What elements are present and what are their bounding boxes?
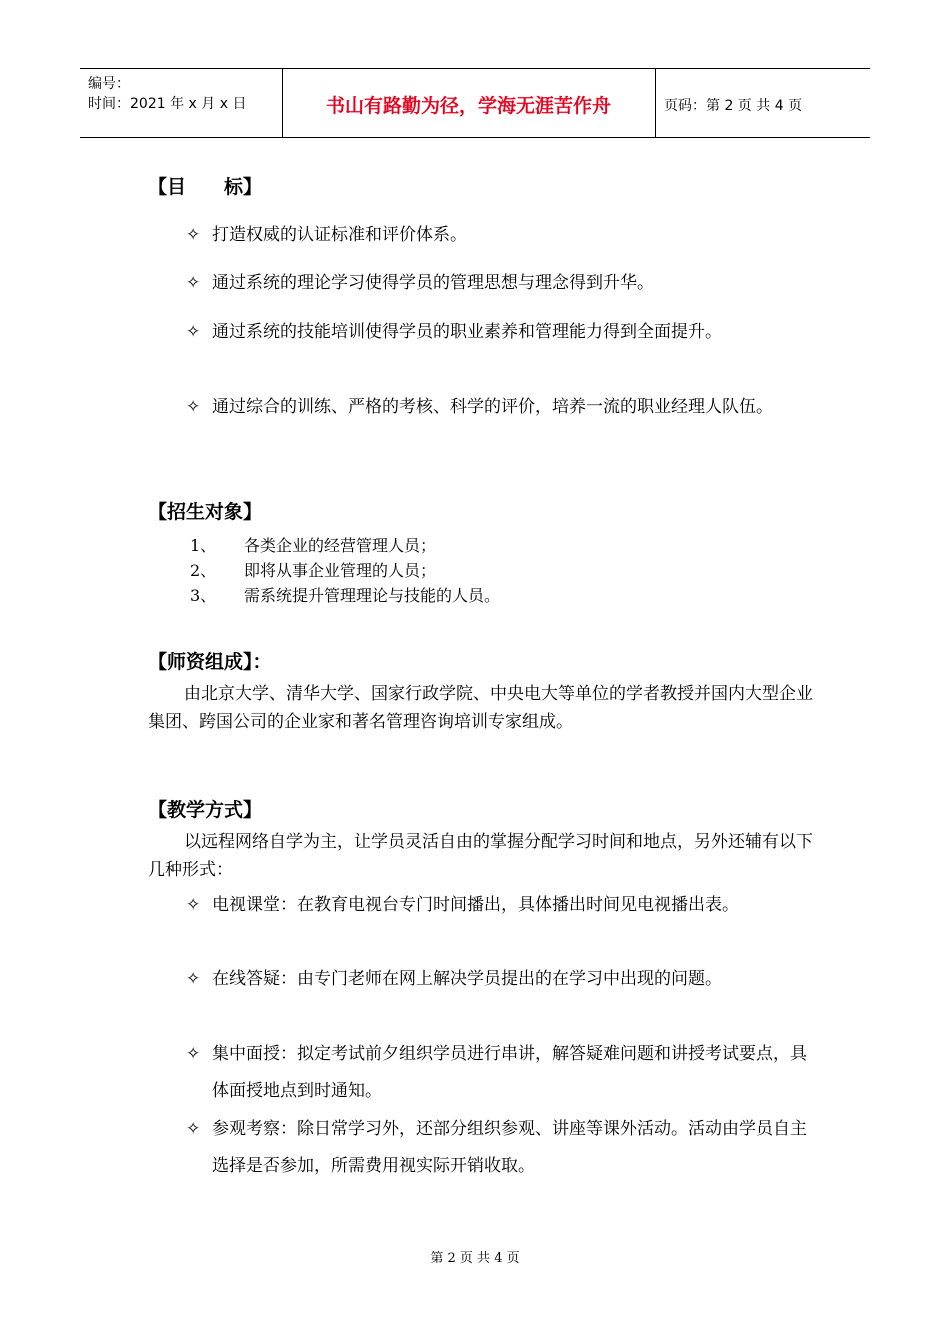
teaching-item-text: 集中面授：拟定考试前夕组织学员进行串讲，解答疑难问题和讲授考试要点，具体面授地点到时通知。	[212, 1044, 807, 1101]
diamond-bullet-icon: ✧	[186, 225, 201, 245]
enrollment-item-number: 1、	[190, 536, 217, 555]
teaching-item	[186, 1111, 816, 1185]
goal-item	[186, 217, 816, 254]
goal-heading: 【目 标】	[148, 176, 263, 198]
page-footer: 第 2 页 共 4 页	[430, 1251, 520, 1266]
header-motto: 书山有路勤为径，学海无涯苦作舟	[325, 95, 611, 117]
enrollment-heading: 【招生对象】	[148, 501, 263, 523]
diamond-bullet-icon: ✧	[186, 397, 201, 417]
teaching-item	[186, 961, 816, 998]
teaching-item	[186, 887, 816, 924]
enrollment-item	[190, 532, 436, 560]
diamond-bullet-icon: ✧	[186, 1044, 201, 1064]
page-header-table	[80, 68, 870, 138]
enrollment-item-text: 各类企业的经营管理人员；	[244, 536, 437, 555]
faculty-body-text: 由北京大学、清华大学、国家行政学院、中央电大等单位的学者教授并国内大型企业集团、跨国公司的企业家和著名管理咨询培训专家组成。	[148, 684, 813, 732]
header-motto-cell	[282, 69, 656, 137]
enrollment-item-text: 即将从事企业管理的人员；	[244, 561, 437, 580]
teaching-item	[186, 1036, 816, 1110]
diamond-bullet-icon: ✧	[186, 895, 201, 915]
header-page-label: 页码：第 2 页 共 4 页	[664, 98, 803, 114]
goal-item	[186, 389, 816, 426]
faculty-heading: 【师资组成】：	[148, 651, 272, 673]
goal-item	[186, 314, 816, 351]
diamond-bullet-icon: ✧	[186, 322, 201, 342]
goal-item-text: 通过综合的训练、严格的考核、科学的评价，培养一流的职业经理人队伍。	[212, 397, 773, 417]
enrollment-item	[190, 557, 436, 585]
enrollment-item-number: 3、	[190, 586, 217, 605]
document-date-label: 时间：2021 年 x 月 x 日	[88, 96, 247, 112]
goal-item-text: 通过系统的技能培训使得学员的职业素养和管理能力得到全面提升。	[212, 322, 722, 342]
enrollment-item-text: 需系统提升管理理论与技能的人员。	[244, 586, 501, 605]
document-number-label: 编号：	[88, 76, 130, 92]
diamond-bullet-icon: ✧	[186, 969, 201, 989]
teaching-item-text: 参观考察：除日常学习外，还部分组织参观、讲座等课外活动。活动由学员自主选择是否参加，所需费用视实际开销收取。	[212, 1119, 807, 1176]
diamond-bullet-icon: ✧	[186, 1119, 201, 1139]
goal-item	[186, 265, 816, 302]
teaching-item-text: 电视课堂：在教育电视台专门时间播出，具体播出时间见电视播出表。	[212, 895, 739, 915]
teaching-intro-paragraph	[148, 828, 816, 884]
header-meta-cell	[80, 69, 283, 137]
enrollment-item	[190, 582, 500, 610]
goal-item-text: 打造权威的认证标准和评价体系。	[212, 225, 467, 245]
faculty-paragraph	[148, 680, 816, 736]
teaching-heading: 【教学方式】	[148, 799, 263, 821]
enrollment-item-number: 2、	[190, 561, 217, 580]
teaching-item-text: 在线答疑：由专门老师在网上解决学员提出的在学习中出现的问题。	[212, 969, 722, 989]
diamond-bullet-icon: ✧	[186, 273, 201, 293]
teaching-intro-text: 以远程网络自学为主，让学员灵活自由的掌握分配学习时间和地点，另外还辅有以下几种形式：	[148, 832, 813, 880]
goal-item-text: 通过系统的理论学习使得学员的管理思想与理念得到升华。	[212, 273, 654, 293]
